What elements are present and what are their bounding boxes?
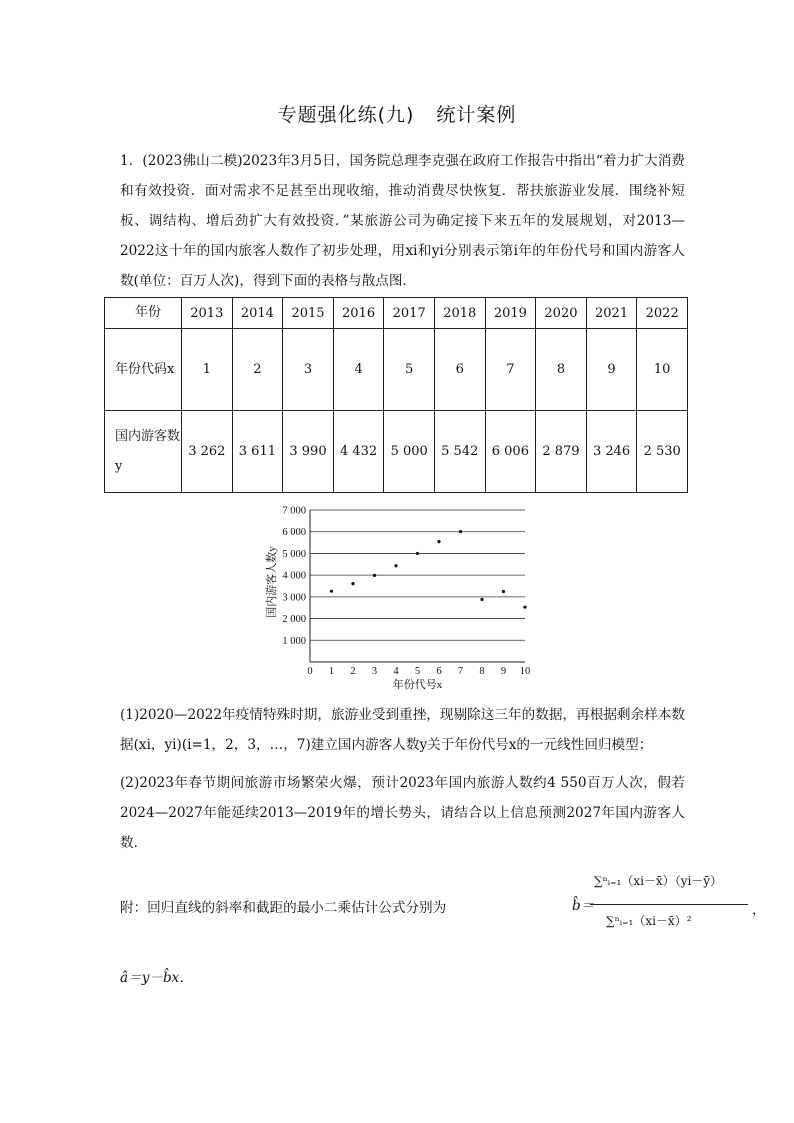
row-header-year: 年份 bbox=[105, 298, 182, 329]
code-cell: 5 bbox=[384, 329, 435, 411]
year-cell: 2019 bbox=[485, 298, 536, 329]
formula-numerator: ∑ⁿᵢ₌₁（xi－x̄）（yi－ȳ） bbox=[594, 874, 723, 888]
visitor-cell: 2 879 bbox=[536, 411, 587, 493]
data-point bbox=[459, 530, 462, 533]
x-tick-label: 2 bbox=[350, 666, 356, 677]
code-cell: 8 bbox=[536, 329, 587, 411]
problem-intro: 1．(2023佛山二模)2023年3月5日，国务院总理李克强在政府工作报告中指出“着力扩大消费和有效投资．面对需求不足甚至出现收缩，推动消费尽快恢复．帮扶旅游业发展．围绕补短板、调结构、增后劲扩大有效投资．”某旅游公司为确定接下来五年的发展规划，对2013—2022这十年的国内旅客人数作了初步处理，用xi和yi分别表示第i年的年份代号和国内游客人数(单位：百万人次)，得到下面的表格与散点图． bbox=[120, 153, 685, 289]
visitor-cell: 5 542 bbox=[434, 411, 485, 493]
row-header-code: 年份代码x bbox=[105, 329, 182, 411]
code-cell: 6 bbox=[434, 329, 485, 411]
year-cell: 2022 bbox=[637, 298, 688, 329]
question-2: (2)2023年春节期间旅游市场繁荣火爆，预计2023年国内旅游人数约4 550百万人次，假若2024—2027年能延续2013—2019年的增长势头，请结合以上信息预测2027年国内游客人数． bbox=[120, 775, 685, 851]
table-row-code bbox=[105, 329, 688, 411]
data-point bbox=[502, 590, 505, 593]
formula-block bbox=[120, 872, 766, 942]
x-tick-label: 3 bbox=[371, 666, 378, 677]
formula-label: 附：回归直线的斜率和截距的最小二乘估计公式分别为 bbox=[120, 900, 447, 916]
x-tick-label: 7 bbox=[457, 666, 464, 677]
y-tick-label: 3 000 bbox=[282, 592, 306, 604]
data-point bbox=[394, 564, 397, 567]
y-tick-label: 7 000 bbox=[282, 505, 306, 517]
year-cell: 2020 bbox=[536, 298, 587, 329]
x-tick-label: 6 bbox=[436, 666, 442, 677]
code-cell: 1 bbox=[182, 329, 233, 411]
y-tick-label: 1 000 bbox=[282, 635, 306, 647]
code-cell: 7 bbox=[485, 329, 536, 411]
title-main: 专题强化练(九) bbox=[277, 104, 415, 126]
year-cell: 2021 bbox=[586, 298, 637, 329]
code-cell: 2 bbox=[232, 329, 283, 411]
visitor-cell: 5 000 bbox=[384, 411, 435, 493]
visitor-cell: 6 006 bbox=[485, 411, 536, 493]
data-point bbox=[480, 598, 483, 601]
data-point bbox=[437, 540, 440, 543]
formula-denominator: ∑ⁿᵢ₌₁（xi－x̄）² bbox=[606, 914, 692, 928]
x-tick-label: 9 bbox=[500, 666, 507, 677]
fraction-bar bbox=[590, 904, 748, 905]
title-sub: 统计案例 bbox=[436, 104, 517, 126]
intercept-formula: â＝y－b̂x． bbox=[120, 970, 193, 986]
table-row-year bbox=[105, 298, 688, 329]
data-point bbox=[330, 590, 333, 593]
data-table bbox=[104, 297, 688, 493]
year-cell: 2013 bbox=[182, 298, 233, 329]
x-tick-label: 10 bbox=[519, 666, 531, 677]
row-header-visitors: 国内游客数y bbox=[105, 411, 182, 493]
x-tick-label: 4 bbox=[393, 666, 399, 677]
y-tick-label: 4 000 bbox=[282, 570, 306, 582]
year-cell: 2015 bbox=[283, 298, 334, 329]
data-point bbox=[523, 605, 526, 608]
visitor-cell: 2 530 bbox=[637, 411, 688, 493]
y-tick-label: 6 000 bbox=[282, 527, 306, 539]
year-cell: 2014 bbox=[232, 298, 283, 329]
year-cell: 2017 bbox=[384, 298, 435, 329]
x-axis-label: 年份代号x bbox=[392, 679, 443, 690]
code-cell: 10 bbox=[637, 329, 688, 411]
x-tick-label: 0 bbox=[307, 666, 313, 677]
visitor-cell: 3 262 bbox=[182, 411, 233, 493]
code-cell: 4 bbox=[333, 329, 384, 411]
page-title bbox=[0, 100, 794, 127]
data-point bbox=[351, 582, 354, 585]
x-tick-label: 8 bbox=[479, 666, 485, 677]
visitor-cell: 3 611 bbox=[232, 411, 283, 493]
table-row-visitors bbox=[105, 411, 688, 493]
x-tick-label: 1 bbox=[328, 666, 335, 677]
year-cell: 2018 bbox=[434, 298, 485, 329]
scatter-chart bbox=[255, 500, 545, 690]
code-cell: 9 bbox=[586, 329, 637, 411]
y-tick-label: 2 000 bbox=[282, 614, 306, 626]
visitor-cell: 3 990 bbox=[283, 411, 334, 493]
y-tick-label: 5 000 bbox=[282, 548, 306, 560]
x-tick-label: 5 bbox=[414, 666, 421, 677]
year-cell: 2016 bbox=[333, 298, 384, 329]
code-cell: 3 bbox=[283, 329, 334, 411]
formula-comma: ， bbox=[752, 902, 766, 918]
y-axis-label: 国内游客人数y bbox=[266, 546, 278, 618]
data-point bbox=[373, 574, 376, 577]
data-point bbox=[416, 552, 419, 555]
question-1: (1)2020—2022年疫情特殊时期，旅游业受到重挫，现剔除这三年的数据，再根据剩余样本数据(xi，yi)(i=1，2，3，…，7)建立国内游客人数y关于年份代号x的一元线性回归模型； bbox=[120, 707, 685, 753]
visitor-cell: 3 246 bbox=[586, 411, 637, 493]
slope-symbol: b̂＝ bbox=[572, 898, 595, 914]
visitor-cell: 4 432 bbox=[333, 411, 384, 493]
